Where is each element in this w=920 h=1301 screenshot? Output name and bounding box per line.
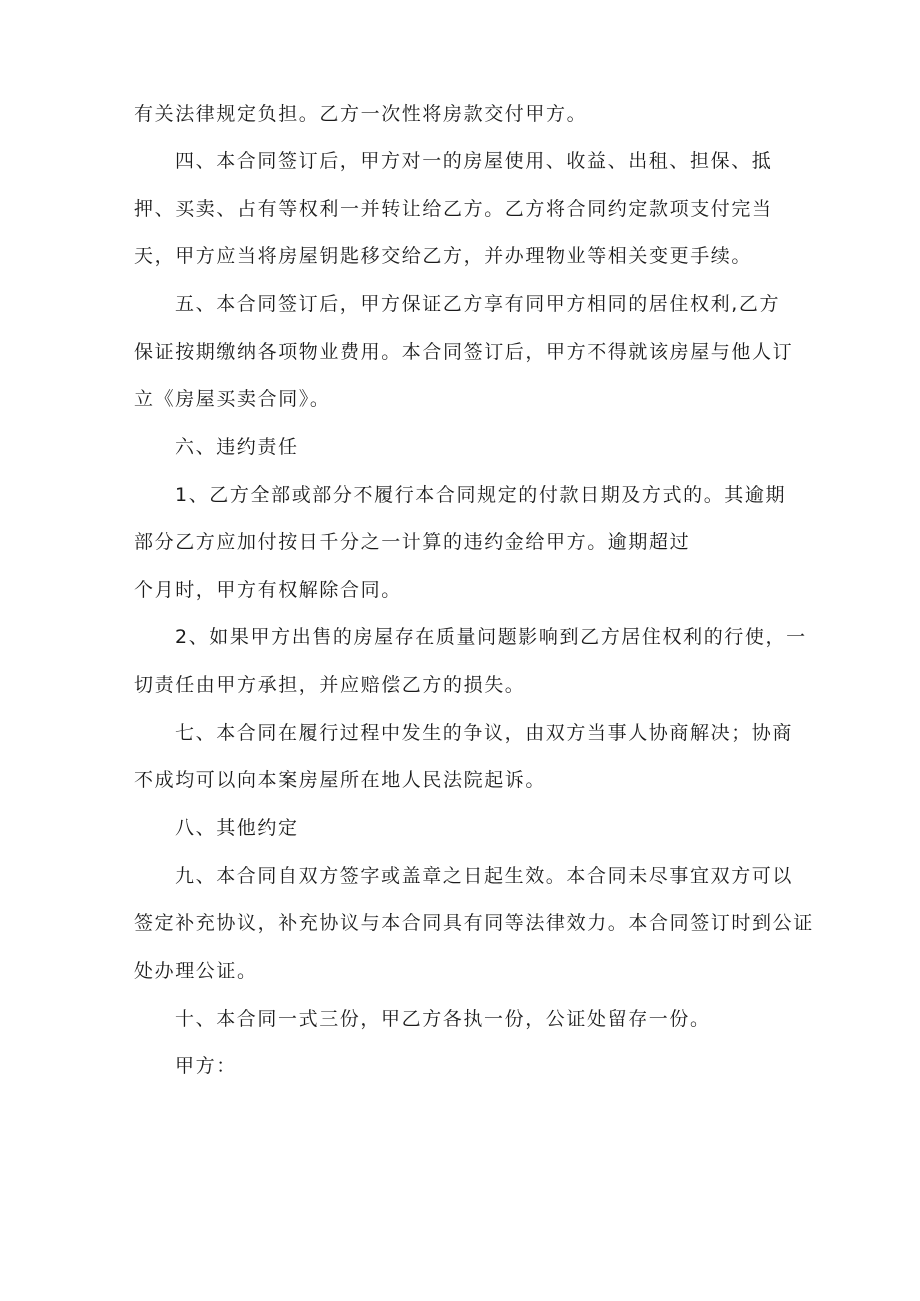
clause-five-line: 五、本合同签订后，甲方保证乙方享有同甲方相同的居住权利,乙方: [175, 293, 781, 315]
paragraph-line: 保证按期缴纳各项物业费用。本合同签订后，甲方不得就该房屋与他人订: [134, 341, 794, 363]
paragraph-line: 天，甲方应当将房屋钥匙移交给乙方，并办理物业等相关变更手续。: [134, 245, 753, 267]
paragraph-line: 部分乙方应加付按日千分之一计算的违约金给甲方。逾期超过: [134, 531, 691, 553]
party-a-label: 甲方：: [175, 1055, 237, 1077]
paragraph-line: 不成均可以向本案房屋所在地人民法院起诉。: [134, 769, 547, 791]
clause-ten-line: 十、本合同一式三份，甲乙方各执一份，公证处留存一份。: [175, 1008, 711, 1030]
paragraph-line: 切责任由甲方承担，并应赔偿乙方的损失。: [134, 674, 526, 696]
paragraph-line: 个月时，甲方有权解除合同。: [134, 579, 402, 601]
clause-four-line: 四、本合同签订后，甲方对一的房屋使用、收益、出租、担保、抵: [175, 150, 773, 172]
clause-seven-line: 七、本合同在履行过程中发生的争议，由双方当事人协商解决；协商: [175, 722, 794, 744]
section-heading-other: 八、其他约定: [175, 817, 299, 839]
paragraph-line: 立《房屋买卖合同》。: [134, 388, 331, 410]
paragraph-line: 有关法律规定负担。乙方一次性将房款交付甲方。: [134, 103, 588, 125]
paragraph-line: 押、买卖、占有等权利一并转让给乙方。乙方将合同约定款项支付完当: [134, 198, 773, 220]
clause-nine-line: 九、本合同自双方签字或盖章之日起生效。本合同未尽事宜双方可以: [175, 865, 794, 887]
paragraph-line: 签定补充协议，补充协议与本合同具有同等法律效力。本合同签订时到公证: [134, 912, 814, 934]
section-heading-liability: 六、违约责任: [175, 436, 299, 458]
liability-item-two-line: 2、如果甲方出售的房屋存在质量问题影响到乙方居住权利的行使，一: [175, 626, 807, 648]
paragraph-line: 处办理公证。: [134, 960, 258, 982]
liability-item-one-line: 1、乙方全部或部分不履行本合同规定的付款日期及方式的。其逾期: [175, 484, 787, 506]
